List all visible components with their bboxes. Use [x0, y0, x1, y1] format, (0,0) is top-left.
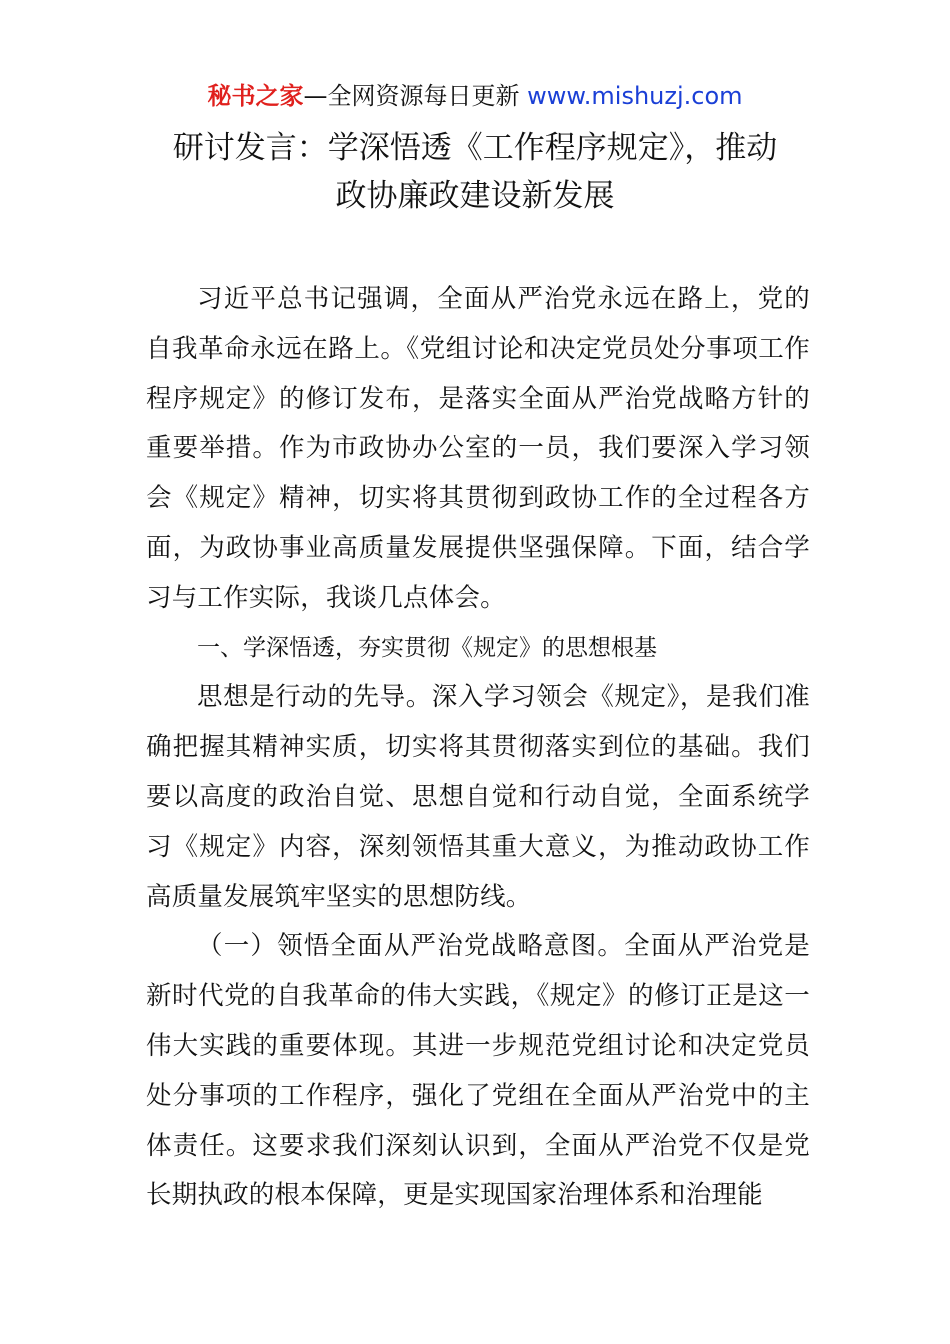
paragraph-intro: 习近平总书记强调，全面从严治党永远在路上，党的自我革命永远在路上。《党组讨论和决定党员处分事项工作程序规定》的修订发布，是落实全面从严治党战略方针的重要举措。作为市政协办公室的一员，我们要深入学习领会《规定》精神，切实将其贯彻到政协工作的全过程各方面，为政协事业高质量发展提供坚强保障。下面，结合学习与工作实际，我谈几点体会。 [146, 284, 810, 613]
document-title-line-1: 研讨发言：学深悟透《工作程序规定》，推动 [172, 130, 778, 166]
section-heading-1: 一、学深悟透，夯实贯彻《规定》的思想根基 [197, 634, 657, 661]
banner-tagline: —全网资源每日更新 [303, 82, 528, 110]
site-banner [0, 80, 950, 112]
document-title-line-2: 政协廉政建设新发展 [335, 178, 615, 214]
paragraph-section-1: 思想是行动的先导。深入学习领会《规定》，是我们准确把握其精神实质，切实将其贯彻落实到位的基础。我们要以高度的政治自觉、思想自觉和行动自觉，全面系统学习《规定》内容，深刻领悟其重大意义，为推动政协工作高质量发展筑牢坚实的思想防线。 [146, 682, 810, 912]
brand-name: 秘书之家 [207, 82, 304, 110]
site-url[interactable]: www.mishuzj.com [527, 82, 743, 110]
paragraph-subsection-1: （一）领悟全面从严治党战略意图。全面从严治党是新时代党的自我革命的伟大实践，《规定》的修订正是这一伟大实践的重要体现。其进一步规范党组讨论和决定党员处分事项的工作程序，强化了党组在全面从严治党中的主体责任。这要求我们深刻认识到，全面从严治党不仅是党长期执政的根本保障，更是实现国家治理体系和治理能 [146, 931, 810, 1211]
document-body [146, 275, 810, 1221]
